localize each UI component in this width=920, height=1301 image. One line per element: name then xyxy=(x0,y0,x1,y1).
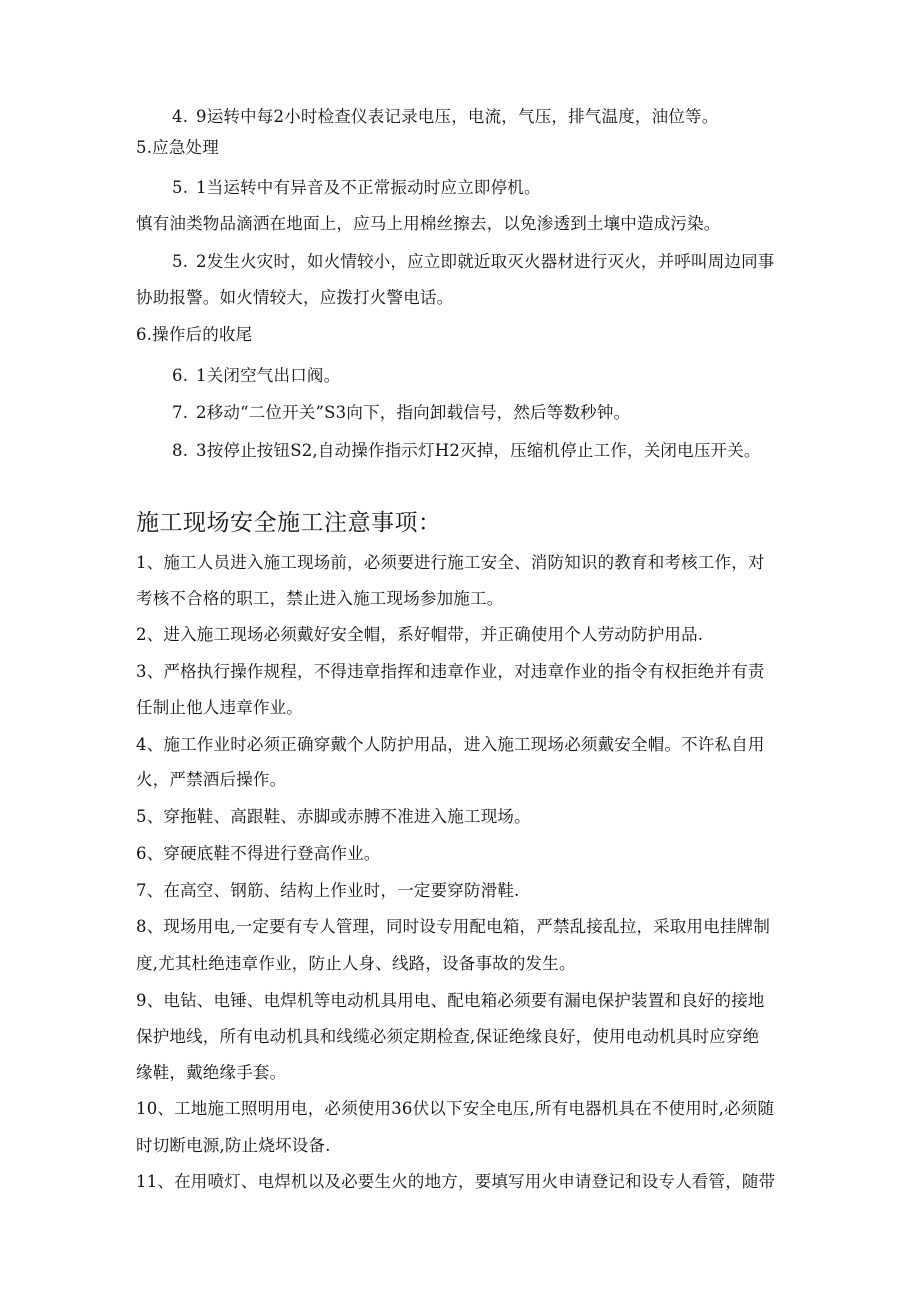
step-text: 2发生火灾时，如火情较小，应立即就近取灭火器材进行灭火，并呼叫周边同事 xyxy=(196,252,775,271)
step-text: 2移动“二位开关”S3向下，指向卸载信号，然后等数秒钟。 xyxy=(196,403,631,422)
procedure-step-6-1 xyxy=(172,365,340,387)
procedure-step-5-1 xyxy=(172,177,541,199)
safety-line: 11、在用喷灯、电焊机以及必要生火的地方，要填写用火申请登记和设专人看管，随带 xyxy=(136,1172,776,1191)
procedure-step-8-3 xyxy=(172,440,761,462)
paragraph-fire-continuation: 协助报警。如火情较大，应拨打火警电话。 xyxy=(136,288,454,307)
safety-line: 3、严格执行操作规程，不得违章指挥和违章作业，对违章作业的指令有权拒绝并有责 xyxy=(136,662,765,681)
safety-section-title: 施工现场安全施工注意事项： xyxy=(136,510,442,536)
safety-line: 9、电钻、电锤、电焊机等电动机具用电、配电箱必须要有漏电保护装置和良好的接地 xyxy=(136,991,765,1010)
safety-line: 度,尤其杜绝违章作业，防止人身、线路，设备事故的发生。 xyxy=(136,954,576,973)
step-text: 3按停止按钮S2,自动操作指示灯H2灭掉，压缩机停止工作，关闭电压开关。 xyxy=(196,441,761,460)
step-number: 5. xyxy=(172,178,189,197)
procedure-step-7-2 xyxy=(172,402,630,424)
step-number: 5. xyxy=(172,252,189,271)
safety-line: 5、穿拖鞋、高跟鞋、赤脚或赤膊不准进入施工现场。 xyxy=(136,807,531,826)
step-number: 6. xyxy=(172,366,189,385)
safety-line: 6、穿硬底鞋不得进行登高作业。 xyxy=(136,844,381,863)
step-text: 9运转中每2小时检查仪表记录电压，电流，气压，排气温度，油位等。 xyxy=(196,107,719,126)
safety-line: 8、现场用电,一定要有专人管理，同时设专用配电箱，严禁乱接乱拉，采取用电挂牌制 xyxy=(136,917,771,936)
safety-line: 时切断电源,防止烧坏设备. xyxy=(136,1136,331,1155)
safety-line: 10、工地施工照明用电，必须使用36伏以下安全电压,所有电器机具在不使用时,必须随 xyxy=(136,1099,775,1118)
step-text: 1当运转中有异音及不正常振动时应立即停机。 xyxy=(196,178,541,197)
safety-line: 缘鞋，戴绝缘手套。 xyxy=(136,1063,287,1082)
step-text: 1关闭空气出口阀。 xyxy=(196,366,341,385)
safety-line: 1、施工人员进入施工现场前，必须要进行施工安全、消防知识的教育和考核工作，对 xyxy=(136,553,765,572)
safety-line: 考核不合格的职工，禁止进入施工现场参加施工。 xyxy=(136,589,504,608)
step-number: 8. xyxy=(172,441,189,460)
safety-line: 任制止他人违章作业。 xyxy=(136,698,303,717)
paragraph-oil-spill: 慎有油类物品滴洒在地面上，应马上用棉丝擦去，以免渗透到土壤中造成污染。 xyxy=(136,214,721,233)
safety-line: 火，严禁酒后操作。 xyxy=(136,770,287,789)
safety-line: 保护地线，所有电动机具和线缆必须定期检查,保证绝缘良好，使用电动机具时应穿绝 xyxy=(136,1027,760,1046)
section-heading-emergency: 5.应急处理 xyxy=(136,138,219,157)
procedure-step-4-9 xyxy=(172,106,718,128)
safety-line: 2、进入施工现场必须戴好安全帽，系好帽带，并正确使用个人劳动防护用品. xyxy=(136,625,704,644)
step-number: 7. xyxy=(172,403,189,422)
step-number: 4. xyxy=(172,107,189,126)
safety-line: 4、施工作业时必须正确穿戴个人防护用品，进入施工现场必须戴安全帽。不许私自用 xyxy=(136,735,765,754)
section-heading-post-operation: 6.操作后的收尾 xyxy=(136,325,253,344)
safety-line: 7、在高空、钢筋、结构上作业时，一定要穿防滑鞋. xyxy=(136,881,520,900)
procedure-step-5-2 xyxy=(172,251,775,273)
